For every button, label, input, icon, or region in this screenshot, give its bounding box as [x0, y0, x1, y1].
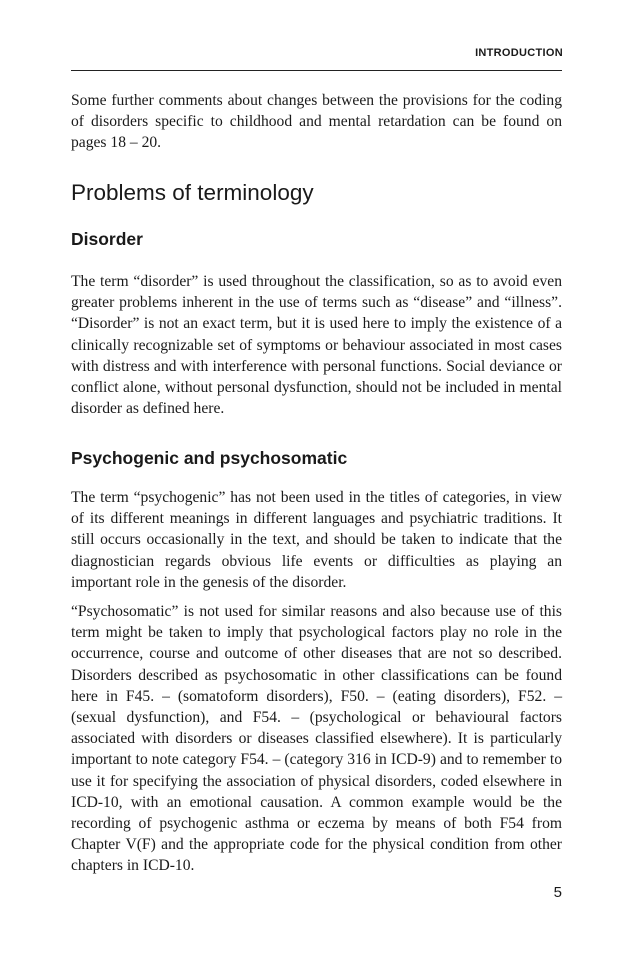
section-title: Problems of terminology [71, 180, 314, 205]
running-head: INTRODUCTION [475, 47, 563, 59]
intro-paragraph: Some further comments about changes between the provisions for the coding of disorders specific to childhood and mental retardation can be found on pages 18 – 20. [71, 92, 562, 152]
page-number: 5 [553, 884, 562, 901]
psychosomatic-paragraph: “Psychosomatic” is not used for similar reasons and also because use of this term might be taken to imply that psychological factors play no role in the occurrence, course and outcome of other diseases that are not so described. Disorders described as psychosomatic in other classifications can be found here in F45. – (somatoform disorders), F50. – (eating disorders), F52. – (sexual dysfunction), and F54. – (psychological or behavioural factors associated with disorders or diseases classified elsewhere). It is particularly important to note category F54. – (category 316 in ICD-9) and to remember to use it for specifying the association of physical disorders, coded elsewhere in ICD-10, with an emotional causation. A common example would be the recording of psychogenic asthma or eczema by means of both F54 from Chapter V(F) and the appropriate code for the physical condition from other chapters in ICD-10. [71, 603, 562, 875]
disorder-heading: Disorder [71, 229, 143, 249]
header-rule [71, 70, 562, 71]
disorder-paragraph: The term “disorder” is used throughout the classification, so as to avoid even greater problems inherent in the use of terms such as “disease” and “illness”. “Disorder” is not an exact term, but it is used here to imply the existence of a clinically recognizable set of symptoms or behaviour associated in most cases with distress and with interference with personal functions. Social deviance or conflict alone, without personal dysfunction, should not be included in mental disorder as defined here. [71, 273, 562, 418]
psychogenic-heading: Psychogenic and psychosomatic [71, 448, 348, 468]
psychogenic-paragraph-1: The term “psychogenic” has not been used in the titles of categories, in view of its different meanings in different languages and psychiatric traditions. It still occurs occasionally in the text, and should be taken to indicate that the diagnostician regards obvious life events or difficulties as playing an important role in the genesis of the disorder. [71, 489, 562, 591]
